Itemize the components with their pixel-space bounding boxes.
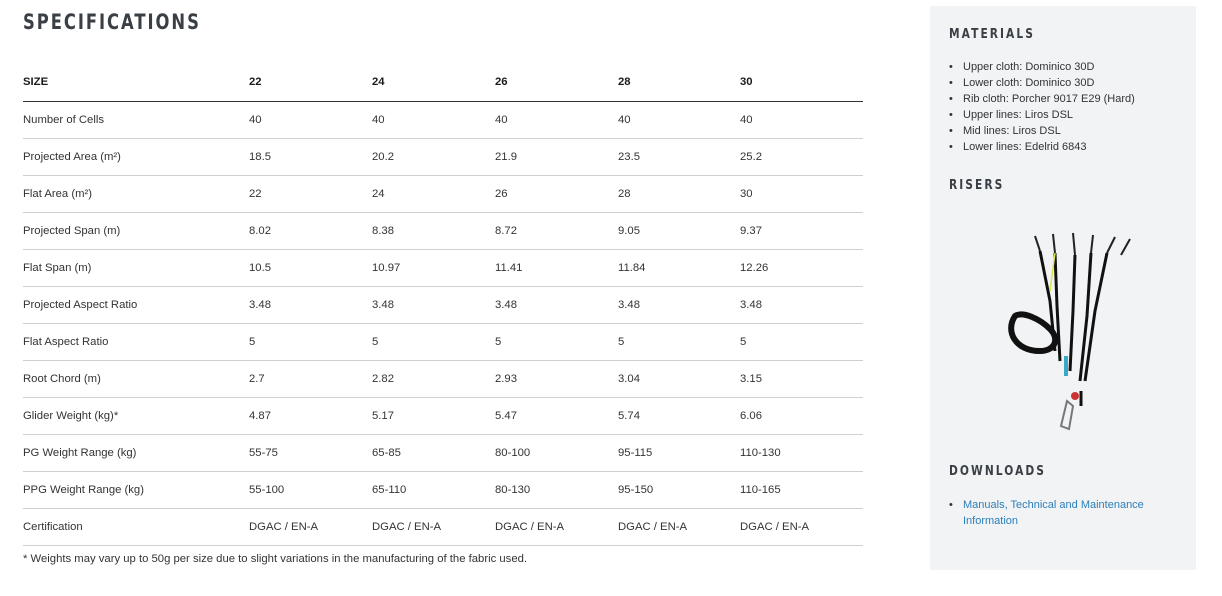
table-cell: 40 (495, 101, 618, 138)
table-cell: 3.15 (740, 360, 863, 397)
table-row (23, 175, 863, 212)
downloads-list (949, 497, 1174, 529)
table-cell: 12.26 (740, 249, 863, 286)
list-item: • Lower cloth: Dominico 30D (949, 75, 1135, 91)
header-24: 24 (372, 64, 495, 101)
table-cell: 2.7 (249, 360, 372, 397)
row-label: Projected Span (m) (23, 212, 249, 249)
table-cell: 3.48 (618, 286, 740, 323)
table-cell: 80-130 (495, 471, 618, 508)
table-row (23, 138, 863, 175)
header-28: 28 (618, 64, 740, 101)
table-cell: 95-150 (618, 471, 740, 508)
list-item (949, 497, 1174, 529)
row-label: Projected Aspect Ratio (23, 286, 249, 323)
table-cell: DGAC / EN-A (740, 508, 863, 545)
table-cell: DGAC / EN-A (495, 508, 618, 545)
row-label: Flat Aspect Ratio (23, 323, 249, 360)
table-cell: DGAC / EN-A (618, 508, 740, 545)
table-cell: 5.17 (372, 397, 495, 434)
table-cell: 24 (372, 175, 495, 212)
table-row (23, 397, 863, 434)
table-cell: 3.04 (618, 360, 740, 397)
materials-heading: MATERIALS (949, 27, 1035, 42)
table-cell: 3.48 (495, 286, 618, 323)
table-row (23, 508, 863, 545)
table-cell: 5 (372, 323, 495, 360)
downloads-heading: DOWNLOADS (949, 464, 1047, 479)
risers-heading: RISERS (949, 178, 1005, 193)
header-size: SIZE (23, 64, 249, 101)
table-cell: 26 (495, 175, 618, 212)
table-row (23, 212, 863, 249)
table-header-row (23, 64, 863, 101)
table-cell: 3.48 (372, 286, 495, 323)
table-cell: 6.06 (740, 397, 863, 434)
table-cell: 10.97 (372, 249, 495, 286)
sidebar (930, 6, 1196, 570)
table-cell: 11.84 (618, 249, 740, 286)
list-item: • Rib cloth: Porcher 9017 E29 (Hard) (949, 91, 1135, 107)
row-label: Flat Span (m) (23, 249, 249, 286)
table-cell: 5 (740, 323, 863, 360)
table-cell: 2.82 (372, 360, 495, 397)
table-cell: 40 (740, 101, 863, 138)
table-cell: 2.93 (495, 360, 618, 397)
table-cell: 65-110 (372, 471, 495, 508)
row-label: Glider Weight (kg)* (23, 397, 249, 434)
table-row (23, 471, 863, 508)
row-label: Certification (23, 508, 249, 545)
table-cell: 30 (740, 175, 863, 212)
list-item: • Upper lines: Liros DSL (949, 107, 1135, 123)
list-item: • Upper cloth: Dominico 30D (949, 59, 1135, 75)
risers-image (995, 231, 1145, 431)
row-label: PG Weight Range (kg) (23, 434, 249, 471)
table-cell: 8.02 (249, 212, 372, 249)
table-cell: 80-100 (495, 434, 618, 471)
table-cell: 110-165 (740, 471, 863, 508)
table-cell: 40 (249, 101, 372, 138)
table-row (23, 323, 863, 360)
table-row (23, 101, 863, 138)
table-cell: 5.74 (618, 397, 740, 434)
table-cell: 22 (249, 175, 372, 212)
table-row (23, 360, 863, 397)
table-cell: 8.72 (495, 212, 618, 249)
table-cell: 11.41 (495, 249, 618, 286)
table-cell: 95-115 (618, 434, 740, 471)
table-cell: 5 (249, 323, 372, 360)
table-cell: 110-130 (740, 434, 863, 471)
header-26: 26 (495, 64, 618, 101)
table-row (23, 434, 863, 471)
table-cell: 28 (618, 175, 740, 212)
row-label: Projected Area (m²) (23, 138, 249, 175)
table-cell: 65-85 (372, 434, 495, 471)
materials-list (949, 59, 1135, 155)
table-cell: 5 (618, 323, 740, 360)
table-cell: 3.48 (740, 286, 863, 323)
page-title: SPECIFICATIONS (23, 10, 201, 34)
table-cell: DGAC / EN-A (249, 508, 372, 545)
table-cell: 5 (495, 323, 618, 360)
table-cell: 9.05 (618, 212, 740, 249)
manuals-download-link[interactable]: Manuals, Technical and Maintenance Information (963, 499, 1144, 527)
table-cell: 18.5 (249, 138, 372, 175)
table-cell: 8.38 (372, 212, 495, 249)
list-item: • Lower lines: Edelrid 6843 (949, 139, 1135, 155)
weight-footnote: * Weights may vary up to 50g per size due to slight variations in the manufacturing of the fabric used. (23, 553, 528, 565)
table-cell: 55-100 (249, 471, 372, 508)
table-cell: 20.2 (372, 138, 495, 175)
table-cell: 3.48 (249, 286, 372, 323)
table-cell: 21.9 (495, 138, 618, 175)
table-cell: 4.87 (249, 397, 372, 434)
table-cell: DGAC / EN-A (372, 508, 495, 545)
table-cell: 5.47 (495, 397, 618, 434)
row-label: Flat Area (m²) (23, 175, 249, 212)
table-cell: 55-75 (249, 434, 372, 471)
table-cell: 23.5 (618, 138, 740, 175)
row-label: PPG Weight Range (kg) (23, 471, 249, 508)
table-cell: 25.2 (740, 138, 863, 175)
table-cell: 10.5 (249, 249, 372, 286)
table-row (23, 249, 863, 286)
table-row (23, 286, 863, 323)
list-item: • Mid lines: Liros DSL (949, 123, 1135, 139)
header-30: 30 (740, 64, 863, 101)
specifications-table (23, 64, 863, 546)
row-label: Root Chord (m) (23, 360, 249, 397)
table-cell: 40 (618, 101, 740, 138)
table-cell: 40 (372, 101, 495, 138)
table-cell: 9.37 (740, 212, 863, 249)
header-22: 22 (249, 64, 372, 101)
row-label: Number of Cells (23, 101, 249, 138)
